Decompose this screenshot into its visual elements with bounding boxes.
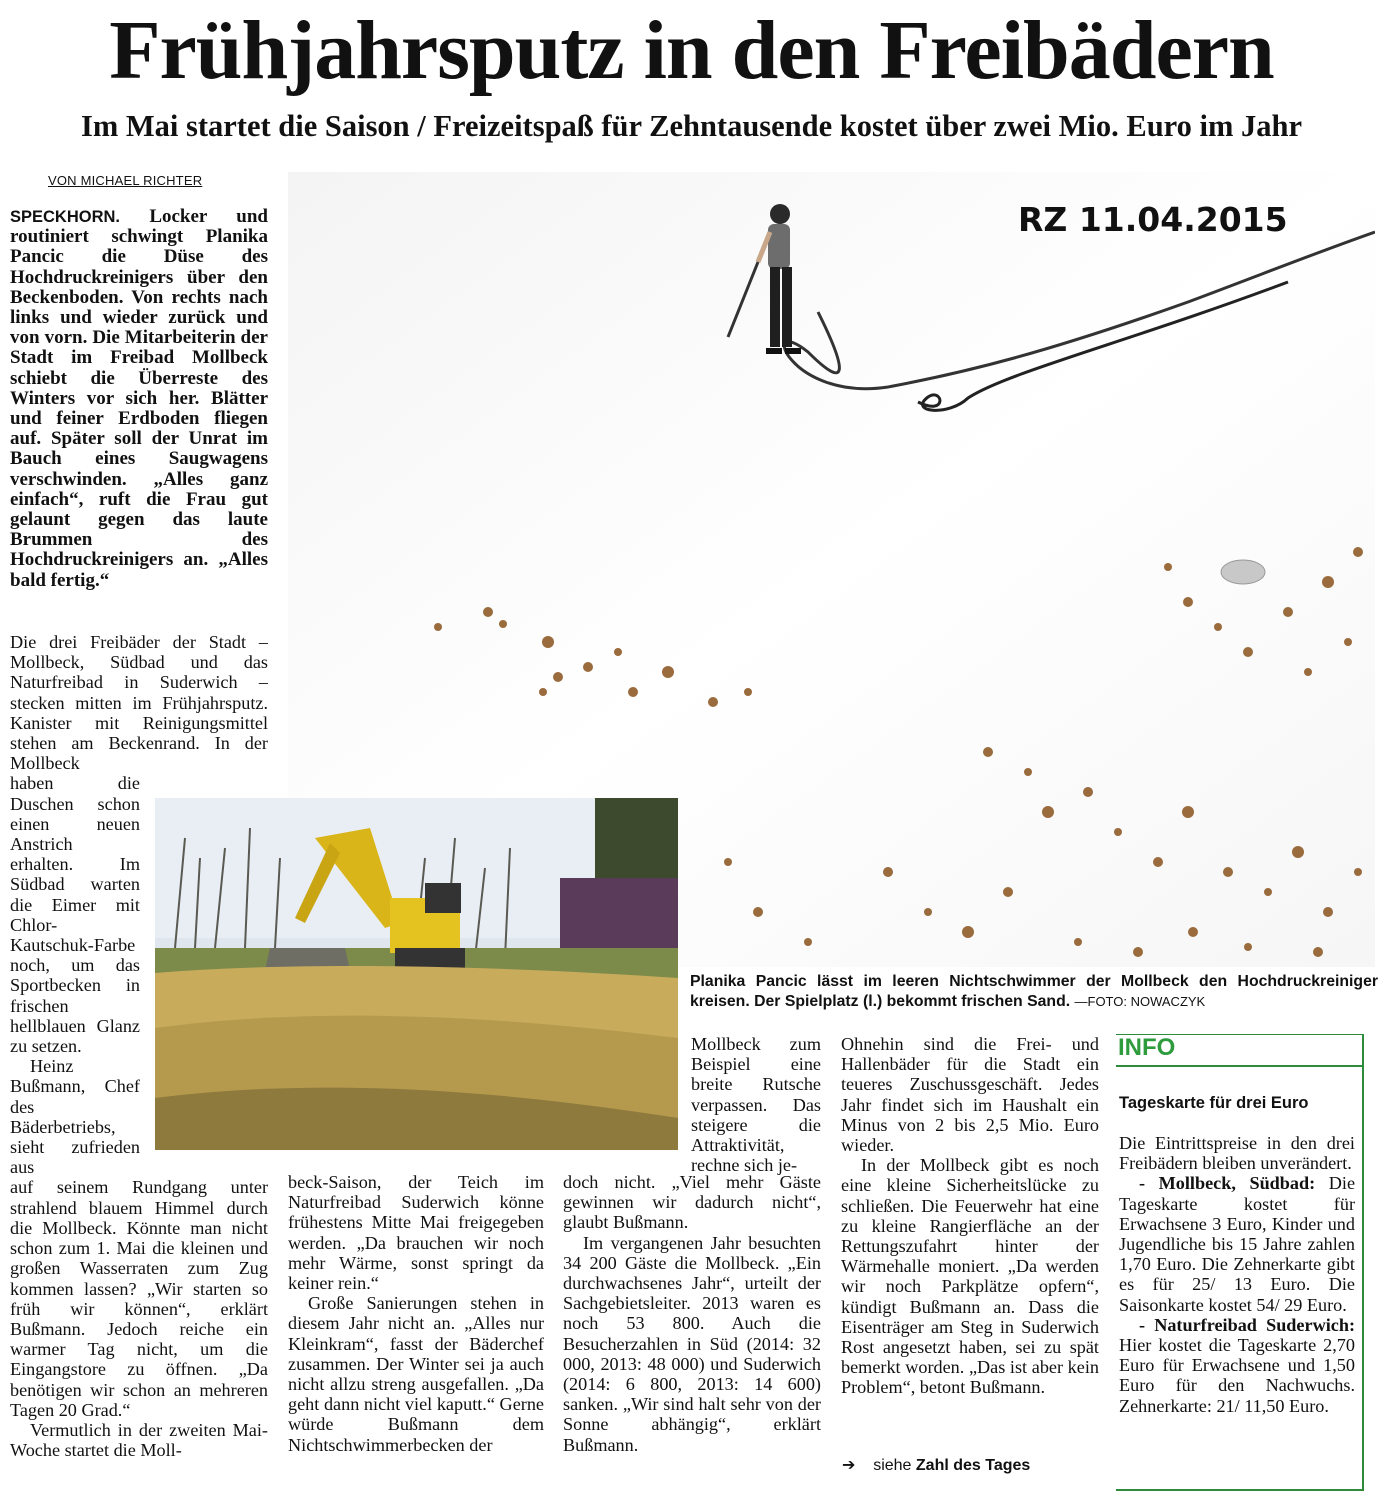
byline: VON MICHAEL RICHTER: [48, 173, 203, 188]
column-3-top: [691, 1034, 821, 1175]
paragraph: Im vergangenen Jahr besuchten 34 200 Gäste die Mollbeck. „Ein durchwachsenes Jahr“, urteilt der Sachgebietsleiter. 2013 waren es noch 53 800. Auch die Besucherzahlen in Süd (2014: 32 000, 2013: 48 000) und Suderwich (2014: 6 800, 2013: 14 600) sanken. „Wir sind halt sehr von der Sonne abhängig“, erklärt Bußmann.: [563, 1232, 821, 1455]
info-intro: Die Eintrittspreise in den drei Freibädern bleiben unverändert.: [1119, 1133, 1355, 1174]
info-item: [1119, 1173, 1355, 1314]
info-item: [1119, 1315, 1355, 1416]
paragraph: Vermutlich in der zweiten Mai-Woche startet die Moll-: [10, 1419, 268, 1461]
paragraph: Ohnehin sind die Frei- und Hallenbäder für die Stadt ein teueres Zuschussgeschäft. Jedes Jahr findet sich im Haushalt ein Minus von 2 bis 2,5 Mio. Euro wieder.: [841, 1034, 1099, 1156]
lead-text: Locker und routiniert schwingt Planika Pancic die Düse des Hochdruckreinigers über den Beckenboden. Von rechts nach links und wieder zurück und von vorn. Die Mitarbeiterin der Stadt im Freibad Mollbeck schiebt die Überreste des Winters vor sich her. Blätter und feiner Erdboden fliegen auf. Später soll der Unrat im Bauch eines Saugwagens verschwinden. „Alles ganz einfach“, ruft die Frau gut gelaunt gegen das laute Brummen des Hochdruckreinigers an. „Alles bald fertig.“: [10, 206, 268, 591]
paragraph: beck-Saison, der Teich im Naturfreibad Suderwich könne frühestens Mitte Mai freigegeben werden. „Da brauchen wir noch mehr Wärme, sonst springt da keiner rein.“: [288, 1172, 544, 1294]
paragraph: Große Sanierungen stehen in diesem Jahr nicht an. „Alles nur Kleinkram“, fasst der Bäderchef zusammen. Der Winter sei ja auch nicht allzu streng ausgefallen. „Da geht dann nicht viel kaputt.“ Gerne würde Bußmann dem Nichtschwimmerbecken der: [288, 1293, 544, 1455]
column-2: [288, 1172, 544, 1455]
caption-text: Planika Pancic lässt im leeren Nichtschwimmer der Mollbeck den Hochdruckreiniger kreisen. Der Spielplatz (l.) bekommt frischen Sand.: [690, 973, 1378, 1010]
info-item-label: - Naturfreibad Suderwich:: [1139, 1314, 1355, 1335]
paragraph: Die drei Freibäder der Stadt – Mollbeck, Südbad und das Naturfreibad in Suderwich – stecken mitten im Frühjahrsputz. Kanister mit Reinigungsmittel stehen am Beckenrand. In der Mollbeck: [10, 632, 268, 774]
info-item-text: Die Tageskarte kostet für Erwachsene 3 Euro, Kinder und Jugendliche bis 15 Jahre zahlen 1,70 Euro. Die Zehnerkarte gibt es für 25/ 13 Euro. Die Saisonkarte kostet 54/ 29 Euro.: [1119, 1173, 1356, 1315]
info-subtitle: Tageskarte für drei Euro: [1119, 1094, 1309, 1112]
see-also-reference[interactable]: [842, 1455, 1030, 1475]
paragraph: In der Mollbeck gibt es noch eine kleine Sicherheitslücke zu schließen. Die Feuerwehr hat eine zu kleine Rangierfläche an der Rettungszufahrt hinter der Wärmehalle moniert. „Da werden wir noch Parkplätze opfern“, kündigt Bußmann an. Dass die Eisenträger am Steg in Suderwich Rost angesetzt haben, sei zu spät bemerkt worden. „Das ist aber kein Problem“, betont Bußmann.: [841, 1155, 1099, 1398]
info-item-text: Hier kostet die Tageskarte 2,70 Euro für Erwachsene und 1,50 Euro für den Nachwuchs. Zehnerkarte: 21/ 11,50 Euro.: [1119, 1335, 1355, 1416]
photo-credit: —FOTO: NOWACZYK: [1074, 994, 1206, 1009]
column-3: [563, 1172, 821, 1455]
paragraph: doch nicht. „Viel mehr Gäste gewinnen wir dadurch nicht“, glaubt Bußmann.: [563, 1172, 821, 1233]
paragraph: auf seinem Rundgang unter strahlend blauem Himmel durch die Mollbeck. Könnte man nicht schon zum 1. Mai die kleinen und großen Wasserraten zum Zug kommen lassen? „Wir starten so früh wir können“, erklärt Bußmann. Jedoch reiche ein warmer Tag nicht, um die Eingangstore zu öffnen. „Da benötigen wir schon an mehreren Tagen 20 Grad.“: [10, 1177, 268, 1420]
info-item-label: - Mollbeck, Südbad:: [1139, 1173, 1316, 1194]
paragraph: Heinz Bußmann, Chef des Bäderbetriebs, sieht zufrieden aus: [10, 1056, 140, 1178]
paragraph: haben die Duschen schon einen neuen Anstrich erhalten. Im Südbad warten die Eimer mit Chlor-Kautschuk-Farbe noch, um das Sportbecken in frischen hellblauen Glanz zu setzen.: [10, 773, 140, 1057]
headline: Frühjahrsputz in den Freibädern: [109, 4, 1274, 97]
info-title: INFO: [1118, 1034, 1176, 1061]
see-also-link[interactable]: Zahl des Tages: [915, 1457, 1031, 1474]
info-text: [1119, 1133, 1355, 1416]
column-1: [10, 632, 268, 1460]
see-also-prefix: siehe: [873, 1457, 912, 1474]
date-stamp: RZ 11.04.2015: [1018, 200, 1288, 239]
subheadline: Im Mai startet die Saison / Freizeitspaß für Zehntausende kostet über zwei Mio. Euro im Jahr: [80, 109, 1303, 143]
dateline: SPECKHORN.: [10, 208, 121, 226]
arrow-right-icon: ➔: [842, 1457, 856, 1474]
column-4: [841, 1034, 1099, 1398]
photo-caption: [690, 972, 1378, 1012]
paragraph: Mollbeck zum Beispiel eine breite Rutsche verpassen. Das steigere die Attraktivität, rechne sich je-: [691, 1034, 821, 1176]
lead-paragraph: [10, 207, 268, 591]
